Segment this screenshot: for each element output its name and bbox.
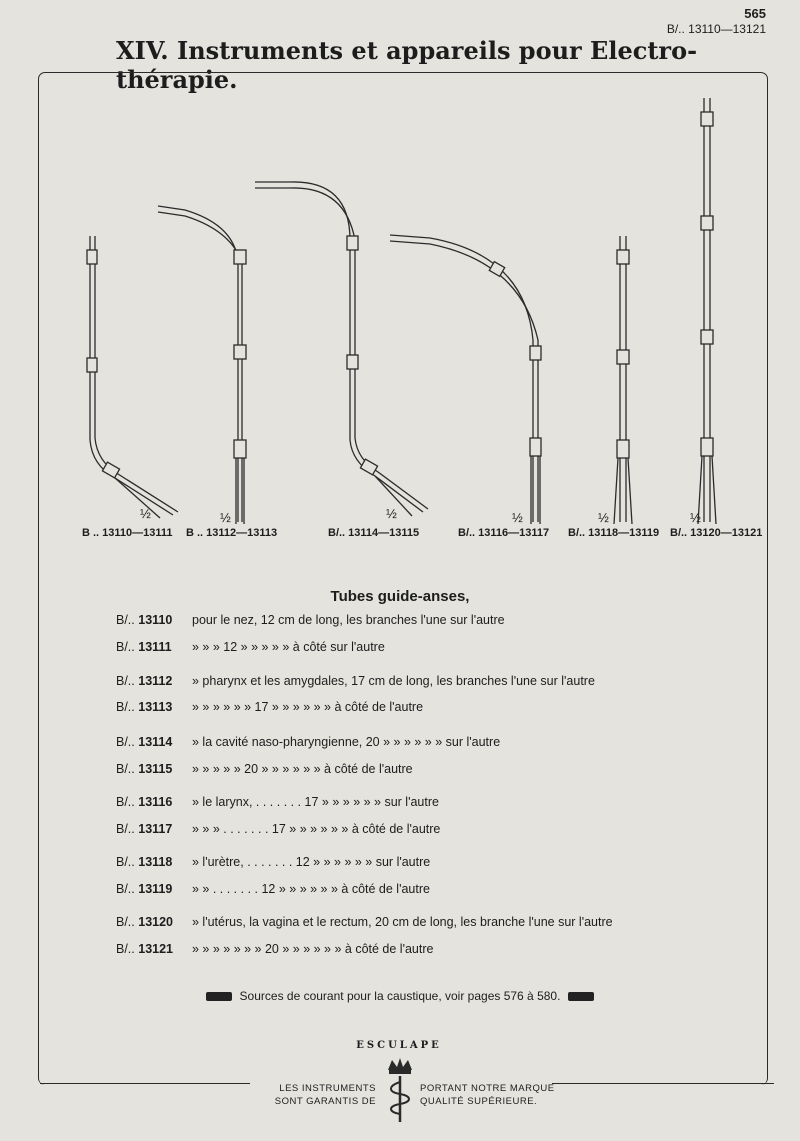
figure-caption-13110: B .. 13110—13111 bbox=[82, 527, 173, 539]
item-description: » » » » » » 17 » » » » » » à côté de l'autre bbox=[192, 700, 424, 714]
figure-caption-13112: B .. 13112—13113 bbox=[186, 527, 278, 539]
scale-label-2: ½ bbox=[220, 510, 231, 525]
item-description: » l'urètre, . . . . . . . 12 » » » » » » sur l'autre bbox=[192, 855, 431, 869]
item-code: 13121 bbox=[138, 942, 174, 956]
figure-caption-13118: B/.. 13118—13119 bbox=[568, 527, 660, 539]
item-code: 13112 bbox=[138, 674, 173, 688]
item-description: » » » 12 » » » » » à côté sur l'autre bbox=[192, 640, 385, 654]
list-item bbox=[0, 735, 800, 755]
footer-right-line2: QUALITÉ SUPÉRIEURE. bbox=[420, 1096, 538, 1107]
item-code: 13116 bbox=[138, 795, 173, 809]
list-item bbox=[0, 613, 800, 633]
footer-left-line1: LES INSTRUMENTS bbox=[279, 1083, 376, 1094]
item-code: 13117 bbox=[138, 822, 173, 836]
page-number: 565 bbox=[744, 6, 766, 21]
figure-caption-13114: B/.. 13114—13115 bbox=[328, 527, 420, 539]
scale-label-6: ½ bbox=[690, 510, 701, 525]
list-item bbox=[0, 640, 800, 660]
list-item bbox=[0, 822, 800, 842]
list-item bbox=[0, 855, 800, 875]
section-subtitle: Tubes guide-anses, bbox=[330, 588, 470, 605]
footer-right bbox=[420, 1082, 570, 1108]
item-description: » » . . . . . . . 12 » » » » » » à côté de l'autre bbox=[192, 882, 430, 896]
instrument-13112 bbox=[158, 206, 246, 524]
item-description: » pharynx et les amygdales, 17 cm de long, les branches l'une sur l'autre bbox=[192, 674, 595, 688]
scale-label-1: ½ bbox=[140, 506, 151, 521]
item-code: 13118 bbox=[138, 855, 173, 869]
list-item bbox=[0, 942, 800, 962]
item-prefix: B/.. bbox=[116, 915, 135, 929]
item-description: » l'utérus, la vagina et le rectum, 20 cm de long, les branche l'une sur l'autre bbox=[192, 915, 613, 929]
page-title: XIV. Instruments et appareils pour Electro-thérapie. bbox=[116, 36, 698, 94]
item-description: » » » » » » » 20 » » » » » » à côté de l'autre bbox=[192, 942, 434, 956]
pointing-hand-icon bbox=[206, 992, 232, 1001]
instrument-13120 bbox=[698, 98, 716, 524]
list-item bbox=[0, 915, 800, 935]
list-item bbox=[0, 700, 800, 720]
list-item bbox=[0, 795, 800, 815]
item-prefix: B/.. bbox=[116, 942, 135, 956]
brand-name: ESCULAPE bbox=[356, 1040, 442, 1051]
list-item bbox=[0, 882, 800, 902]
item-description: » le larynx, . . . . . . . 17 » » » » » » sur l'autre bbox=[192, 795, 439, 809]
item-code: 13115 bbox=[138, 762, 173, 776]
pointing-hand-icon bbox=[568, 992, 594, 1001]
item-prefix: B/.. bbox=[116, 855, 135, 869]
item-code: 13120 bbox=[138, 915, 174, 929]
item-code: 13110 bbox=[138, 613, 173, 627]
footer-right-line1: PORTANT NOTRE MARQUE bbox=[420, 1083, 555, 1094]
item-prefix: B/.. bbox=[116, 762, 135, 776]
scale-label-4: ½ bbox=[512, 510, 523, 525]
item-prefix: B/.. bbox=[116, 822, 135, 836]
item-description: » » » » » 20 » » » » » » à côté de l'autre bbox=[192, 762, 413, 776]
figure-caption-13120: B/.. 13120—13121 bbox=[670, 527, 763, 539]
scale-label-5: ½ bbox=[598, 510, 609, 525]
reference-note-text: Sources de courant pour la caustique, voir pages 576 à 580. bbox=[239, 989, 561, 1003]
page-reference: B/.. 13110—13121 bbox=[666, 22, 766, 36]
reference-note bbox=[0, 989, 800, 1003]
item-prefix: B/.. bbox=[116, 674, 135, 688]
instrument-13114 bbox=[255, 182, 428, 516]
item-code: 13114 bbox=[138, 735, 173, 749]
list-item bbox=[0, 762, 800, 782]
figure-caption-13116: B/.. 13116—13117 bbox=[458, 527, 550, 539]
footer-left-line2: SONT GARANTIS DE bbox=[274, 1096, 376, 1107]
item-description: » » » . . . . . . . 17 » » » » » » à côté de l'autre bbox=[192, 822, 441, 836]
item-code: 13111 bbox=[138, 640, 172, 654]
instruments-illustration bbox=[0, 0, 800, 560]
item-description: pour le nez, 12 cm de long, les branches l'une sur l'autre bbox=[192, 613, 505, 627]
item-prefix: B/.. bbox=[116, 882, 135, 896]
item-prefix: B/.. bbox=[116, 795, 135, 809]
item-prefix: B/.. bbox=[116, 735, 135, 749]
instrument-13116 bbox=[390, 235, 541, 524]
scale-label-3: ½ bbox=[386, 506, 397, 521]
item-prefix: B/.. bbox=[116, 700, 135, 714]
instrument-13118 bbox=[614, 236, 632, 524]
esculape-emblem-icon bbox=[380, 1056, 420, 1126]
footer-left bbox=[250, 1082, 376, 1108]
item-prefix: B/.. bbox=[116, 640, 135, 654]
instrument-13110 bbox=[87, 236, 178, 518]
footer-rule-right bbox=[552, 1083, 774, 1084]
item-description: » la cavité naso-pharyngienne, 20 » » » » » » sur l'autre bbox=[192, 735, 501, 749]
item-code: 13119 bbox=[138, 882, 173, 896]
item-prefix: B/.. bbox=[116, 613, 135, 627]
list-item bbox=[0, 674, 800, 694]
footer-rule-left bbox=[40, 1083, 250, 1084]
item-code: 13113 bbox=[138, 700, 173, 714]
